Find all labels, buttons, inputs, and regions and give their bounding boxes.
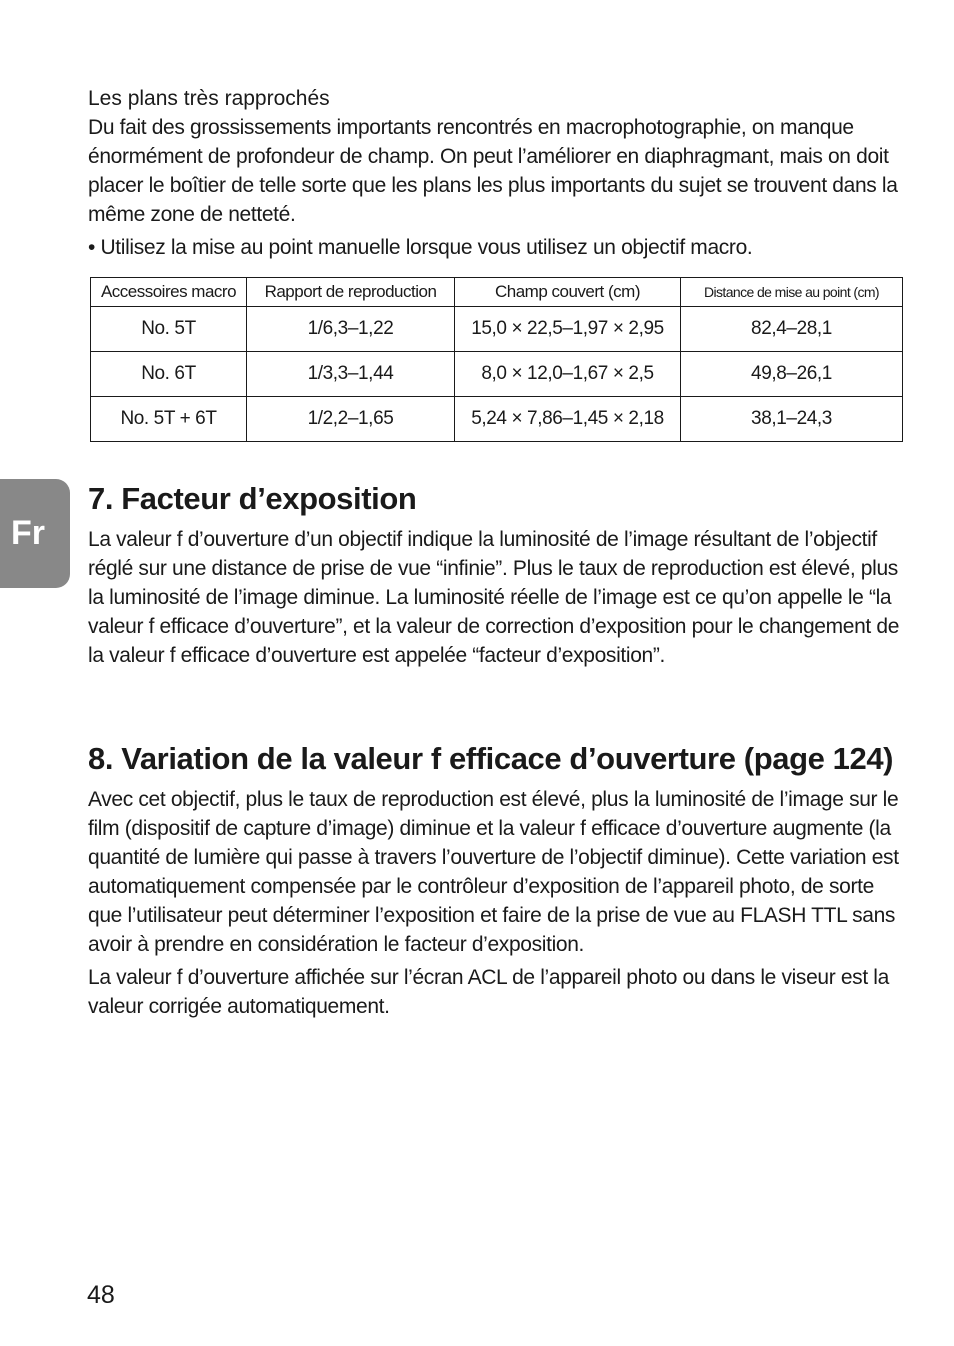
section-effective-aperture (88, 739, 902, 1021)
table-cell: 5,24 × 7,86–1,45 × 2,18 (455, 397, 681, 442)
section-title: 8. Variation de la valeur f efficace d’ouverture (page 124) (88, 741, 894, 776)
section-title: 7. Facteur d’exposition (88, 481, 417, 516)
section-exposure-factor (88, 479, 902, 670)
table-cell: 1/2,2–1,65 (247, 397, 455, 442)
page-number: 48 (87, 1281, 115, 1309)
table-header-row (91, 278, 903, 307)
header-field-covered: Champ couvert (cm) (455, 278, 681, 307)
bullet-note: • Utilisez la mise au point manuelle lorsque vous utilisez un objectif macro. (88, 236, 753, 259)
table-cell: 38,1–24,3 (681, 397, 903, 442)
subsection-heading: Les plans très rapprochés (88, 87, 330, 110)
table-cell: 82,4–28,1 (681, 307, 903, 352)
section-paragraph: La valeur f d’ouverture d’un objectif indique la luminosité de l’image résultant de l’objectif réglé sur une distance de prise de vue “infinie”. Plus le taux de reproduction est élevé, plus la luminosité de l’image diminue. La luminosité réelle de l’image est ce qu’on appelle le “la valeur f efficace d’ouverture”, et la valeur de correction d’exposition pour le changement de la valeur f efficace d’ouverture est appelée “facteur d’exposition”. (88, 528, 900, 667)
table-row (91, 307, 903, 352)
table-cell: 1/3,3–1,44 (247, 352, 455, 397)
table-cell: 1/6,3–1,22 (247, 307, 455, 352)
language-tab: Fr (0, 479, 70, 588)
table-cell: No. 5T + 6T (91, 397, 247, 442)
header-reproduction-ratio: Rapport de reproduction (247, 278, 455, 307)
intro-block (88, 84, 902, 262)
header-accessories: Accessoires macro (91, 278, 247, 307)
table-row (91, 352, 903, 397)
table-cell: No. 6T (91, 352, 247, 397)
macro-accessories-table (90, 277, 903, 442)
section-paragraph: La valeur f d’ouverture affichée sur l’écran ACL de l’appareil photo ou dans le viseur est la valeur corrigée automatiquement. (88, 966, 889, 1018)
table-row (91, 397, 903, 442)
table-cell: 15,0 × 22,5–1,97 × 2,95 (455, 307, 681, 352)
table-cell: 8,0 × 12,0–1,67 × 2,5 (455, 352, 681, 397)
intro-paragraph: Du fait des grossissements importants rencontrés en macrophotographie, on manque énormément de profondeur de champ. On peut l’améliorer en diaphragmant, mais on doit placer le boîtier de telle sorte que les plans les plus importants du sujet se trouvent dans la même zone de netteté. (88, 116, 898, 226)
table-cell: 49,8–26,1 (681, 352, 903, 397)
table-cell: No. 5T (91, 307, 247, 352)
section-paragraph: Avec cet objectif, plus le taux de reproduction est élevé, plus la luminosité de l’image sur le film (dispositif de capture d’image) diminue et la valeur f efficace d’ouverture augmente (la quantité de lumière qui passe à travers l’ouverture de l’objectif diminue). Cette variation est automatiquement compensée par le contrôleur d’exposition de l’appareil photo, de sorte que l’utilisateur peut déterminer l’exposition et faire de la prise de vue au FLASH TTL sans avoir à prendre en considération le facteur d’exposition. (88, 788, 899, 956)
header-focus-distance: Distance de mise au point (cm) (681, 278, 903, 307)
